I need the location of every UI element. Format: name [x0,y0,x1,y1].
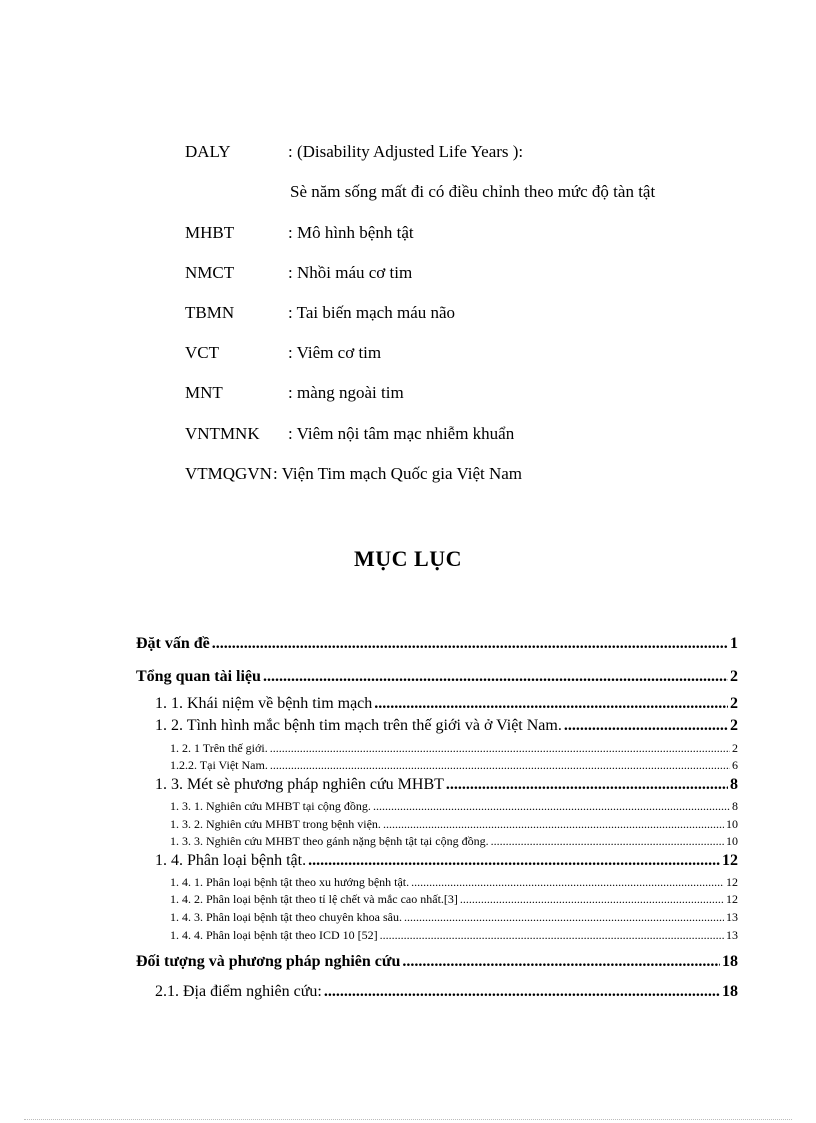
toc-entry-label: 1. 2. Tình hình mắc bệnh tim mạch trên thế giới và ở Việt Nam. [155,717,562,734]
toc-entry-label: 2.1. Địa điểm nghiên cứu: [155,983,322,1000]
toc-page-number: 2 [730,668,738,685]
toc-leader [460,892,724,907]
toc-entry[interactable] [170,758,738,773]
toc-page-number: 13 [726,928,738,942]
toc-leader [564,717,728,735]
toc-page-number: 8 [732,799,738,813]
abbreviation-definition-continuation: Sè năm sống mất đi có điều chỉnh theo mức độ tàn tật [290,182,656,201]
abbreviation-term: MHBT [185,223,235,242]
abbreviation-definition: : Viêm cơ tim [288,343,382,362]
abbreviation-term: VCT [185,343,219,362]
abbreviation-term: VTMQGVN [185,464,272,483]
toc-entry-label: Đặt vấn đề [136,635,210,652]
abbreviation-definition: : màng ngoài tim [288,383,404,402]
toc-page-number: 12 [726,892,738,906]
toc-entry-label: Đối tượng và phương pháp nghiên cứu [136,953,401,970]
toc-leader [380,928,724,943]
abbreviation-term: MNT [185,383,223,402]
abbreviation-definition: : (Disability Adjusted Life Years ): [288,142,524,161]
toc-entry[interactable] [155,695,738,713]
toc-leader [212,635,728,653]
toc-leader [491,834,724,849]
toc-leader [411,875,724,890]
toc-page-number: 12 [726,875,738,889]
toc-entry-label: 1. 3. Mét sè phương pháp nghiên cứu MHBT [155,776,444,793]
toc-page-number: 10 [726,817,738,831]
toc-entry-label: 1. 3. 1. Nghiên cứu MHBT tại cộng đồng. [170,799,371,813]
toc-page-number: 18 [722,983,738,1000]
toc-entry-label: 1. 3. 2. Nghiên cứu MHBT trong bệnh viện. [170,817,381,831]
toc-entry[interactable] [155,717,738,735]
abbreviation-definition: : Viêm nội tâm mạc nhiễm khuẩn [288,424,515,443]
abbreviation-term: NMCT [185,263,235,282]
toc-leader [263,668,728,686]
toc-leader [270,758,730,773]
toc-leader [270,741,730,756]
abbreviation-term: VNTMNK [185,424,260,443]
page-bottom-divider [24,1119,792,1120]
abbreviation-term: TBMN [185,303,235,322]
abbreviation-term: DALY [185,142,231,161]
toc-page-number: 18 [722,953,738,970]
toc-leader [308,852,720,870]
toc-leader [446,776,728,794]
abbreviation-definition: : Tai biến mạch máu não [288,303,456,322]
toc-entry[interactable] [170,741,738,756]
toc-entry-label: 1. 4. 2. Phân loại bệnh tật theo tỉ lệ chết và mắc cao nhất.[3] [170,892,458,906]
abbreviation-definition: : Nhồi máu cơ tim [288,263,413,282]
toc-entry-label: 1.2.2. Tại Việt Nam. [170,758,268,772]
toc-page-number: 13 [726,910,738,924]
toc-entry[interactable] [155,852,738,870]
toc-entry[interactable] [170,834,738,849]
toc-entry[interactable] [136,635,738,653]
toc-entry[interactable] [170,875,738,890]
toc-title: MỤC LỤC [354,546,462,571]
toc-entry-label: 1. 4. 3. Phân loại bệnh tật theo chuyên khoa sâu. [170,910,402,924]
toc-entry[interactable] [155,983,738,1001]
toc-entry-label: 1. 4. Phân loại bệnh tật. [155,852,307,869]
toc-leader [374,695,728,713]
toc-leader [404,910,724,925]
toc-page-number: 12 [722,852,738,869]
abbreviation-definition: : Viện Tim mạch Quốc gia Việt Nam [273,464,523,483]
toc-entry-label: 1. 1. Khái niệm về bệnh tim mạch [155,695,373,712]
toc-entry[interactable] [155,776,738,794]
toc-page-number: 6 [732,758,738,772]
toc-leader [373,799,730,814]
toc-entry[interactable] [170,799,738,814]
toc-entry[interactable] [170,928,738,943]
toc-page-number: 10 [726,834,738,848]
toc-entry-label: 1. 4. 4. Phân loại bệnh tật theo ICD 10 [52] [170,928,378,942]
toc-entry-label: 1. 4. 1. Phân loại bệnh tật theo xu hướng bệnh tật. [170,875,410,889]
toc-entry-label: 1. 2. 1 Trên thế giới. [170,741,268,755]
toc-leader [324,983,720,1001]
toc-page-number: 2 [730,717,738,734]
toc-entry[interactable] [136,953,738,971]
toc-leader [383,817,724,832]
toc-leader [402,953,720,971]
toc-page-number: 2 [730,695,738,712]
toc-page-number: 2 [732,741,738,755]
toc-page-number: 1 [730,635,738,652]
toc-entry[interactable] [136,668,738,686]
toc-page-number: 8 [730,776,738,793]
toc-entry[interactable] [170,910,738,925]
toc-entry-label: 1. 3. 3. Nghiên cứu MHBT theo gánh nặng bệnh tật tại cộng đồng. [170,834,489,848]
abbreviation-definition: : Mô hình bệnh tật [288,223,414,242]
toc-entry-label: Tổng quan tài liệu [136,668,261,685]
toc-entry[interactable] [170,817,738,832]
toc-entry[interactable] [170,892,738,907]
